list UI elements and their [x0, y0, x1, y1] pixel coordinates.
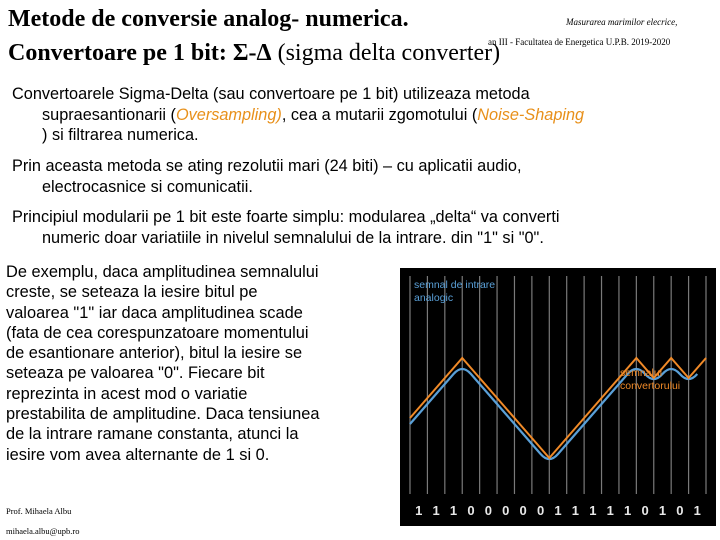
bit-value: 0 [641, 503, 649, 518]
paragraph-3 [12, 207, 714, 248]
p1-line3: ) si filtrarea numerica. [42, 126, 199, 144]
example-paragraph [6, 262, 398, 465]
oversampling-term: Oversampling) [175, 105, 282, 124]
slide-title: Metode de conversie analog- numerica. [8, 6, 409, 32]
bit-value: 1 [624, 503, 632, 518]
author-name: Prof. Mihaela Albu [6, 506, 72, 516]
p3-line1: Principiul modularii pe 1 bit este foarte simplu: modularea „delta“ va converti [12, 208, 560, 226]
sigma-delta-figure [400, 268, 716, 526]
bit-value: 0 [676, 503, 684, 518]
example-line: prestabilita de amplitudine. Daca tensiunea [6, 405, 320, 424]
output-label-line2: convertorului [620, 380, 681, 392]
p1-line2 [12, 105, 714, 126]
paragraph-2 [12, 156, 714, 197]
course-name: Masurarea marimilor elecrice, [566, 17, 678, 27]
noise-shaping-term: Noise-Shaping [477, 105, 585, 124]
input-label-line2: analogic [414, 292, 454, 304]
bit-value: 1 [554, 503, 562, 518]
sigma-delta-symbol: Σ-Δ [232, 40, 272, 66]
example-line: de la intrare ramane constanta, atunci la [6, 425, 299, 444]
bit-value: 1 [449, 503, 458, 518]
p1-text-c: , cea a mutarii zgomotului ( [281, 105, 478, 124]
slide-subtitle [8, 40, 500, 67]
example-line: iesire vom avea alternante de 1 si 0. [6, 445, 270, 464]
bit-value: 1 [571, 503, 580, 518]
bit-value: 1 [658, 503, 667, 518]
bit-value: 1 [693, 503, 701, 518]
p1-line1: Convertoarele Sigma-Delta (sau convertoare pe 1 bit) utilizeaza metoda [12, 85, 530, 103]
bit-value: 0 [519, 503, 527, 518]
example-line: De exemplu, daca amplitudinea semnalului [6, 263, 319, 281]
p1-text-b: supraesantionarii ( [42, 105, 176, 124]
bit-value: 1 [589, 503, 597, 518]
output-label-line1: semnalul [620, 367, 663, 379]
example-line: seteaza pe valoarea "0". Fiecare bit [6, 364, 265, 383]
example-line: creste, se seteaza la iesire bitul pe [6, 283, 258, 302]
example-line: (fata de cea corespunzatoare momentului [6, 323, 309, 342]
bit-value: 0 [536, 503, 545, 518]
sigma-delta-diagram [400, 268, 716, 526]
figure-background [400, 268, 716, 526]
example-line: valoarea "1" iar daca amplitudinea scade [6, 303, 303, 322]
input-label-line1: semnal de intrare [414, 279, 496, 291]
subtitle-bold: Convertoare pe 1 bit: [8, 40, 227, 66]
bit-value: 0 [467, 503, 475, 518]
paragraph-1 [12, 84, 714, 146]
example-line: reprezinta in acest mod o variatie [6, 384, 248, 403]
p3-line2: numeric doar variatiile in nivelul semnalului de la intrare. din "1" si "0". [42, 228, 544, 247]
bit-value: 1 [415, 503, 423, 518]
subtitle-rest: (sigma delta converter) [277, 40, 501, 66]
bit-value: 0 [502, 503, 510, 518]
course-info: an III - Facultatea de Energetica U.P.B. 2019-2020 [488, 37, 671, 47]
bit-value: 1 [606, 503, 614, 518]
p2-line1: Prin aceasta metoda se ating rezolutii mari (24 biti) – cu aplicatii audio, [12, 157, 522, 175]
author-email: mihaela.albu@upb.ro [6, 526, 80, 536]
bit-value: 0 [484, 503, 492, 518]
bit-value: 1 [432, 503, 440, 518]
example-line: de esantionare anterior), bitul la iesire se [6, 344, 303, 363]
p2-line2: electrocasnice si comunicatii. [42, 177, 253, 196]
